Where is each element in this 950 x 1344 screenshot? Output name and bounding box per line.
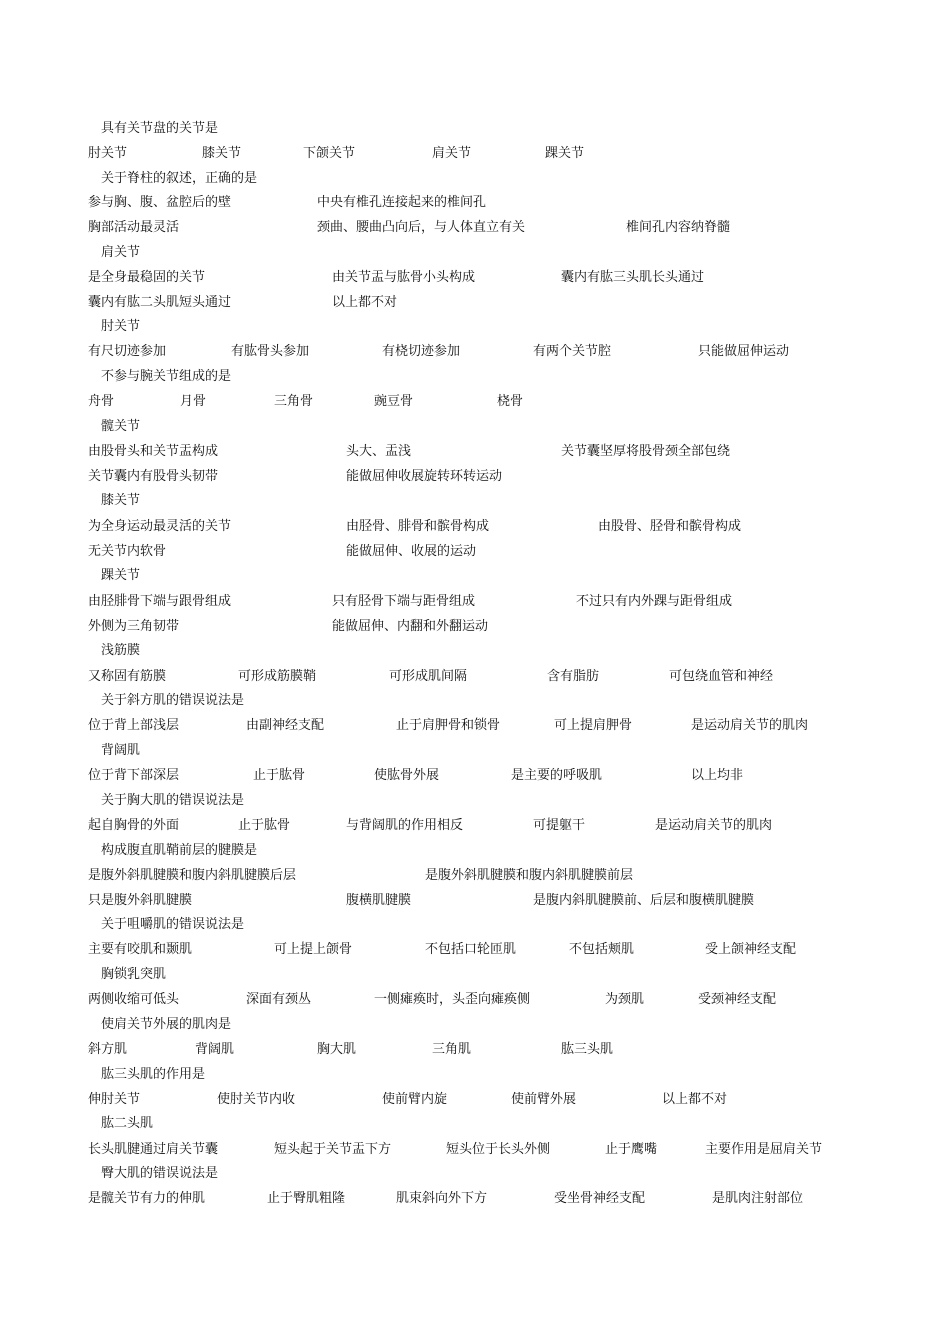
option: 与背阔肌的作用相反 [346,818,464,833]
option: 又称固有筋膜 [88,669,167,684]
option: 止于肱骨 [238,818,291,833]
option: 肘关节 [88,146,128,161]
question-stem: 肱三头肌的作用是 [101,1067,206,1082]
option: 是腹外斜肌腱膜和腹内斜肌腱膜后层 [88,868,297,883]
option: 为颈肌 [605,992,645,1007]
question-stem: 肩关节 [101,245,141,260]
question-stem: 胸锁乳突肌 [101,967,167,982]
option: 能做屈伸、收展的运动 [346,544,477,559]
option: 可提躯干 [533,818,586,833]
option: 肩关节 [432,146,472,161]
option: 关节囊内有股骨头韧带 [88,469,219,484]
option: 舟骨 [88,394,115,409]
option: 能做屈伸收展旋转环转运动 [346,469,503,484]
option: 是全身最稳固的关节 [88,270,206,285]
option: 由股骨、胫骨和髌骨构成 [598,519,742,534]
question-stem: 关于斜方肌的错误说法是 [101,693,245,708]
option: 止于臀肌粗隆 [267,1191,346,1206]
option: 有尺切迹参加 [88,344,167,359]
question-stem: 肱二头肌 [101,1116,154,1131]
option: 三角肌 [432,1042,472,1057]
option: 位于背下部深层 [88,768,180,783]
option: 只有胫骨下端与距骨组成 [332,594,476,609]
option: 使肘关节内收 [217,1092,296,1107]
option: 无关节内软骨 [88,544,167,559]
option: 可上提肩胛骨 [554,718,633,733]
option: 以上均非 [691,768,744,783]
question-stem: 关于咀嚼肌的错误说法是 [101,917,245,932]
option: 不包括口轮匝肌 [425,942,517,957]
question-stem: 臀大肌的错误说法是 [101,1166,219,1181]
option: 椎间孔内容纳脊髓 [626,220,731,235]
option: 膝关节 [202,146,242,161]
option: 一侧瘫痪时，头歪向瘫痪侧 [374,992,531,1007]
option: 以上都不对 [662,1092,728,1107]
option: 头大、盂浅 [346,444,412,459]
option: 是腹内斜肌腱膜前、后层和腹横肌腱膜 [533,893,755,908]
option: 两侧收缩可低头 [88,992,180,1007]
option: 使前臂外展 [511,1092,577,1107]
option: 豌豆骨 [374,394,414,409]
question-stem: 不参与腕关节组成的是 [101,369,232,384]
question-stem: 肘关节 [101,319,141,334]
option: 参与胸、腹、盆腔后的壁 [88,195,232,210]
option: 只能做屈伸运动 [698,344,790,359]
option: 外侧为三角韧带 [88,619,180,634]
option: 受颈神经支配 [698,992,777,1007]
option: 由股骨头和关节盂构成 [88,444,219,459]
option: 以上都不对 [332,295,398,310]
option: 斜方肌 [88,1042,128,1057]
option: 主要作用是屈肩关节 [705,1142,823,1157]
question-stem: 膝关节 [101,493,141,508]
option: 不包括颊肌 [569,942,635,957]
option: 肱三头肌 [561,1042,614,1057]
option: 短头起于关节盂下方 [274,1142,392,1157]
question-stem: 浅筋膜 [101,643,141,658]
option: 囊内有肱三头肌长头通过 [561,270,705,285]
option: 由胫腓骨下端与跟骨组成 [88,594,232,609]
option: 桡骨 [497,394,524,409]
option: 有两个关节腔 [533,344,612,359]
option: 位于背上部浅层 [88,718,180,733]
option: 可形成肌间隔 [389,669,468,684]
question-stem: 背阔肌 [101,743,141,758]
option: 使肱骨外展 [374,768,440,783]
option: 受坐骨神经支配 [554,1191,646,1206]
option: 是主要的呼吸肌 [511,768,603,783]
option: 中央有椎孔连接起来的椎间孔 [317,195,487,210]
option: 可上提上颌骨 [274,942,353,957]
option: 是运动肩关节的肌肉 [691,718,809,733]
option: 止于肱骨 [253,768,306,783]
option: 下颌关节 [303,146,356,161]
option: 含有脂肪 [547,669,600,684]
option: 有肱骨头参加 [231,344,310,359]
option: 深面有颈丛 [246,992,312,1007]
option: 主要有咬肌和颞肌 [88,942,193,957]
question-stem: 关于脊柱的叙述，正确的是 [101,171,258,186]
option: 不过只有内外踝与距骨组成 [576,594,733,609]
option: 是腹外斜肌腱膜和腹内斜肌腱膜前层 [425,868,634,883]
option: 踝关节 [545,146,585,161]
option: 囊内有肱二头肌短头通过 [88,295,232,310]
option: 月骨 [180,394,207,409]
option: 可形成筋膜鞘 [238,669,317,684]
option: 为全身运动最灵活的关节 [88,519,232,534]
option: 三角骨 [274,394,314,409]
option: 只是腹外斜肌腱膜 [88,893,193,908]
option: 短头位于长头外侧 [446,1142,551,1157]
option: 是运动肩关节的肌肉 [655,818,773,833]
option: 受上颌神经支配 [705,942,797,957]
option: 长头肌腱通过肩关节囊 [88,1142,219,1157]
option: 胸部活动最灵活 [88,220,180,235]
option: 有桡切迹参加 [382,344,461,359]
option: 胸大肌 [317,1042,357,1057]
option: 止于鹰嘴 [605,1142,658,1157]
option: 背阔肌 [195,1042,235,1057]
option: 关节囊坚厚将股骨颈全部包绕 [561,444,731,459]
option: 肌束斜向外下方 [396,1191,488,1206]
option: 使前臂内旋 [382,1092,448,1107]
option: 是髋关节有力的伸肌 [88,1191,206,1206]
option: 颈曲、腰曲凸向后，与人体直立有关 [317,220,526,235]
question-stem: 髋关节 [101,419,141,434]
option: 能做屈伸、内翻和外翻运动 [332,619,489,634]
option: 可包绕血管和神经 [669,669,774,684]
option: 伸肘关节 [88,1092,141,1107]
question-stem: 踝关节 [101,568,141,583]
question-stem: 具有关节盘的关节是 [101,121,219,136]
option: 腹横肌腱膜 [346,893,412,908]
question-stem: 关于胸大肌的错误说法是 [101,793,245,808]
option: 止于肩胛骨和锁骨 [396,718,501,733]
option: 由胫骨、腓骨和髌骨构成 [346,519,490,534]
option: 由关节盂与肱骨小头构成 [332,270,476,285]
question-stem: 使肩关节外展的肌肉是 [101,1017,232,1032]
question-stem: 构成腹直肌鞘前层的腱膜是 [101,843,258,858]
option: 是肌肉注射部位 [712,1191,804,1206]
option: 起自胸骨的外面 [88,818,180,833]
option: 由副神经支配 [246,718,325,733]
